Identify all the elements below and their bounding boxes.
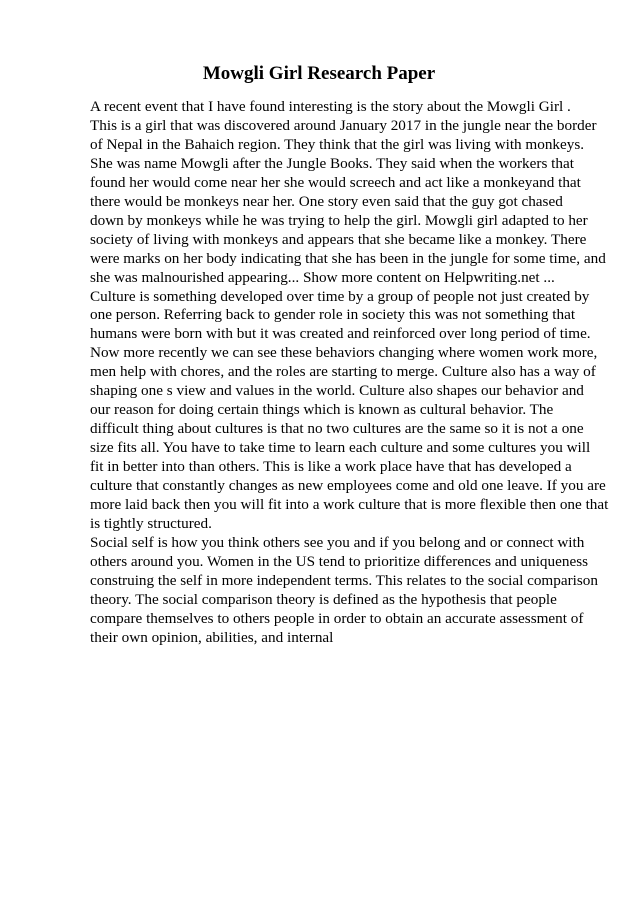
body-line: theory. The social comparison theory is defined as the hypothesis that people bbox=[90, 590, 557, 608]
body-line: were marks on her body indicating that she has been in the jungle for some time, and bbox=[90, 249, 606, 267]
body-line: A recent event that I have found interesting is the story about the Mowgli Girl . bbox=[90, 98, 571, 115]
body-line: one person. Referring back to gender role in society this was not something that bbox=[90, 306, 576, 324]
body-line: shaping one s view and values in the world. Culture also shapes our behavior and bbox=[90, 382, 584, 400]
body-line: Now more recently we can see these behaviors changing where women work more, bbox=[90, 344, 598, 362]
body-line: She was name Mowgli after the Jungle Books. They said when the workers that bbox=[90, 154, 574, 172]
body-line: size fits all. You have to take time to learn each culture and some cultures you will bbox=[90, 439, 591, 457]
body-line: is tightly structured. bbox=[90, 514, 212, 532]
body-line: of Nepal in the Bahaich region. They think that the girl was living with monkeys. bbox=[90, 135, 585, 153]
document-body bbox=[90, 98, 609, 648]
body-line: Social self is how you think others see you and if you belong and or connect with bbox=[90, 533, 585, 551]
body-line: others around you. Women in the US tend to prioritize differences and uniqueness bbox=[90, 552, 589, 570]
body-line: Culture is something developed over time by a group of people not just created by bbox=[90, 287, 590, 305]
body-line: found her would come near her she would screech and act like a monkeyand that bbox=[90, 173, 581, 191]
body-line: more laid back then you will fit into a work culture that is more flexible then one that bbox=[90, 496, 609, 514]
body-line: compare themselves to others people in order to obtain an accurate assessment of bbox=[90, 609, 584, 627]
body-line: down by monkeys while he was trying to help the girl. Mowgli girl adapted to her bbox=[90, 211, 588, 229]
body-line: construing the self in more independent terms. This relates to the social comparison bbox=[90, 571, 598, 589]
body-line: difficult thing about cultures is that no two cultures are the same so it is not a one bbox=[90, 420, 584, 438]
body-line: their own opinion, abilities, and internal bbox=[90, 628, 334, 646]
body-line: society of living with monkeys and appears that she became like a monkey. There bbox=[90, 230, 587, 248]
body-line: humans were born with but it was created and reinforced over long period of time. bbox=[90, 325, 591, 343]
body-line: men help with chores, and the roles are starting to merge. Culture also has a way of bbox=[90, 363, 596, 381]
body-line: fit in better into than others. This is like a work place have that has developed a bbox=[90, 458, 572, 476]
body-line: culture that constantly changes as new employees come and old one leave. If you are bbox=[90, 477, 606, 495]
body-line: she was malnourished appearing... Show more content on Helpwriting.net ... bbox=[90, 268, 555, 286]
body-line: This is a girl that was discovered around January 2017 in the jungle near the border bbox=[90, 116, 597, 134]
body-line: our reason for doing certain things which is known as cultural behavior. The bbox=[90, 401, 554, 419]
document-title: Mowgli Girl Research Paper bbox=[202, 63, 436, 84]
body-line: there would be monkeys near her. One story even said that the guy got chased bbox=[90, 192, 563, 210]
